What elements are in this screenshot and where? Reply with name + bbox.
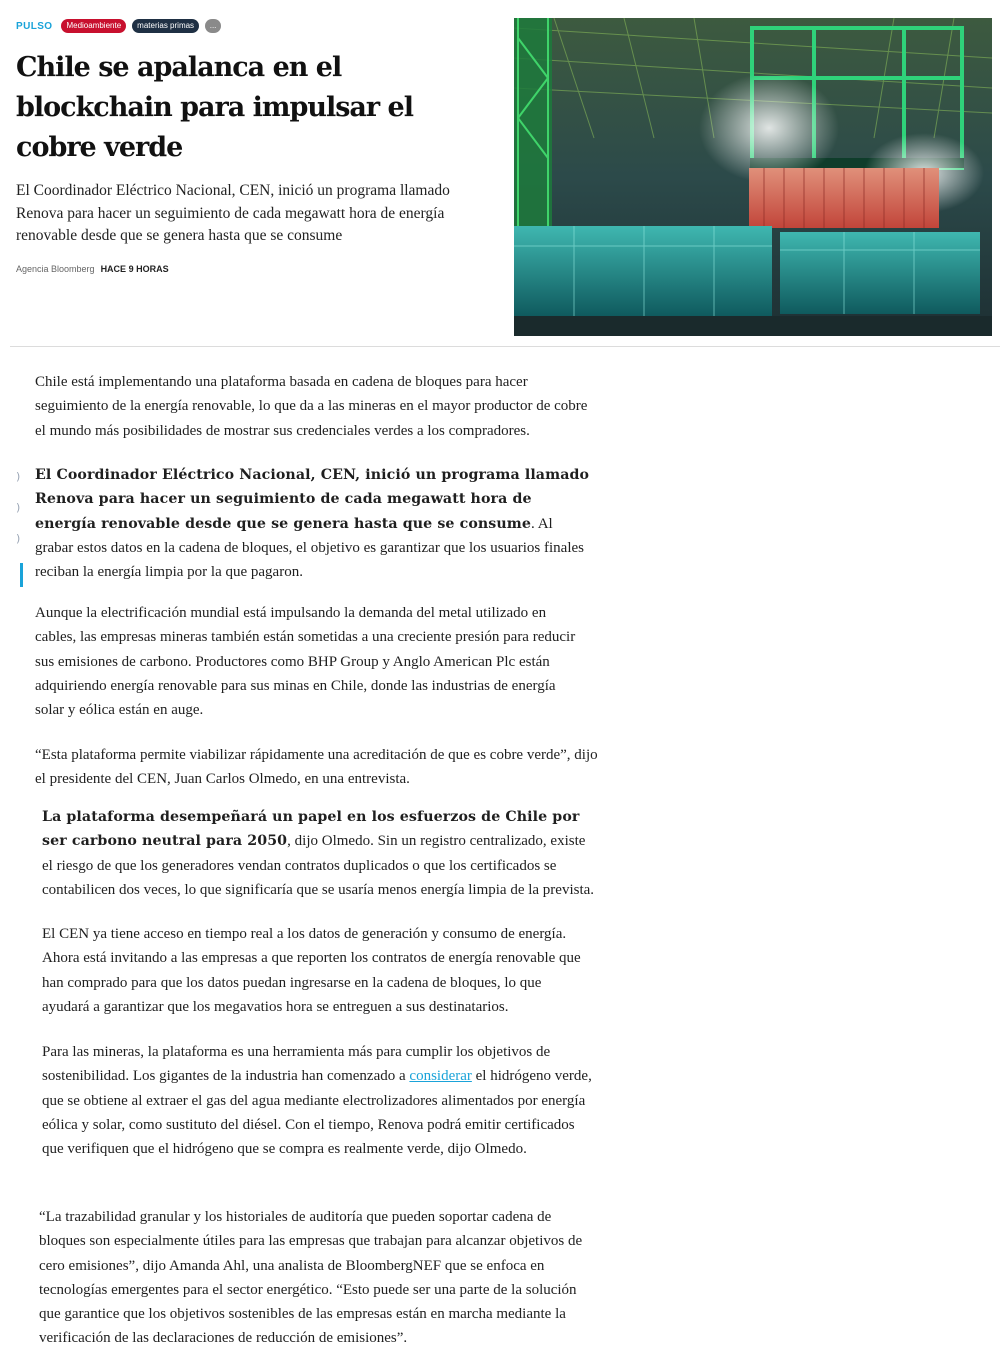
share-facebook-icon[interactable]: ) <box>16 470 21 483</box>
paragraph-1: Chile está implementando una plataforma basada en cadena de bloques para hacer seguimiento de la energía renovable, lo que da a las mineras en el mayor productor de cobre el mundo más posibilidades de mostrar sus credenciales verdes a los compradores. <box>35 374 588 439</box>
article-header <box>16 16 456 274</box>
paragraph-5-text: , dijo Olmedo. Sin un registro centralizado, existe el riesgo de que los generadores vendan contratos duplicados o que los certificados se contabilicen dos veces, lo que significaría que se usaría menos energía limpia de la prevista. <box>42 833 595 898</box>
article-meta <box>16 264 456 274</box>
tag-row <box>16 16 456 36</box>
paragraph-5-bold: La plataforma desempeñará un papel en los esfuerzos de Chile por ser carbono neutral para 2050 <box>42 809 580 850</box>
paragraph-7-text-a: Para las mineras, la plataforma es una herramienta más para cumplir los objetivos de sostenibilidad. Los gigantes de la industria han comenzado a <box>42 1044 551 1085</box>
paragraph-2-bold: El Coordinador Eléctrico Nacional, CEN, inició un programa llamado Renova para hacer un seguimiento de cada megawatt hora de energía renovable desde que se genera hasta que se consume <box>35 467 590 532</box>
paragraph-4: “Esta plataforma permite viabilizar rápidamente una acreditación de que es cobre verde”, dijo el presidente del CEN, Juan Carlos Olmedo, en una entrevista. <box>35 747 598 788</box>
hero-image <box>514 18 992 336</box>
paragraph-2-text: . Al grabar estos datos en la cadena de bloques, el objetivo es garantizar que los usuarios finales reciban la energía limpia por la que pagaron. <box>35 515 584 581</box>
tag-more-button[interactable]: ... <box>205 19 221 33</box>
article-standfirst: El Coordinador Eléctrico Nacional, CEN, inició un programa llamado Renova para hacer un seguimiento de cada megawatt hora de energía renovable desde que se genera hasta que se consume <box>16 182 450 244</box>
paragraph-8: “La trazabilidad granular y los historiales de auditoría que pueden soportar cadena de bloques son especialmente útiles para las empresas que trabajan para alcanzar objetivos de cero emisiones”, dijo Amanda Ahl, una analista de BloombergNEF que se enfoca en tecnologías emergentes para el sector energético. “Esto puede ser una parte de la solución que garantice que los objetivos sostenibles de las empresas están en marcha mediante la verificación de las declaraciones de reducción de emisiones”. <box>39 1209 583 1347</box>
tag-materias-primas[interactable]: materias primas <box>132 19 199 33</box>
paragraph-7 <box>42 1040 597 1161</box>
paragraph-3: Aunque la electrificación mundial está impulsando la demanda del metal utilizado en cables, las empresas mineras también están sometidas a una creciente presión para reducir sus emisiones de carbono. Productores como BHP Group y Anglo American Plc están adquiriendo energía renovable para sus minas en Chile, donde las industrias de energía solar y eólica están en auge. <box>35 605 576 719</box>
share-linkedin-icon[interactable] <box>20 563 23 587</box>
tag-medioambiente[interactable]: Medioambiente <box>61 19 126 33</box>
copper-refinery-photo <box>514 18 992 336</box>
paragraph-2 <box>35 463 590 584</box>
paragraph-7-text-b: el hidrógeno verde, que se obtiene al extraer el gas del agua mediante electrolizadores alimentados por energía eólica y solar, como sustituto del diésel. Con el tiempo, Renova podrá emitir certificados que verifiquen que el hidrógeno que se compra es realmente verde, dijo Olmedo. <box>42 1068 592 1158</box>
article-title: Chile se apalanca en el blockchain para impulsar el cobre verde <box>16 52 413 163</box>
considerar-link[interactable]: considerar <box>409 1068 472 1085</box>
share-twitter-icon[interactable]: ) <box>16 501 21 514</box>
header-divider <box>10 346 1000 347</box>
publish-time: HACE 9 HORAS <box>100 263 169 274</box>
paragraph-5 <box>42 805 597 902</box>
share-whatsapp-icon[interactable]: ) <box>16 532 21 545</box>
author-name[interactable]: Agencia Bloomberg <box>16 263 95 274</box>
section-link[interactable]: PULSO <box>16 20 53 32</box>
share-rail <box>16 470 28 587</box>
paragraph-6: El CEN ya tiene acceso en tiempo real a los datos de generación y consumo de energía. Ahora está invitando a las empresas a que reporten los contratos de energía renovable que han comprado para que los datos puedan ingresarse en la cadena de bloques, lo que ayudará a garantizar que los megavatios hora se entreguen a sus destinatarios. <box>42 926 581 1015</box>
